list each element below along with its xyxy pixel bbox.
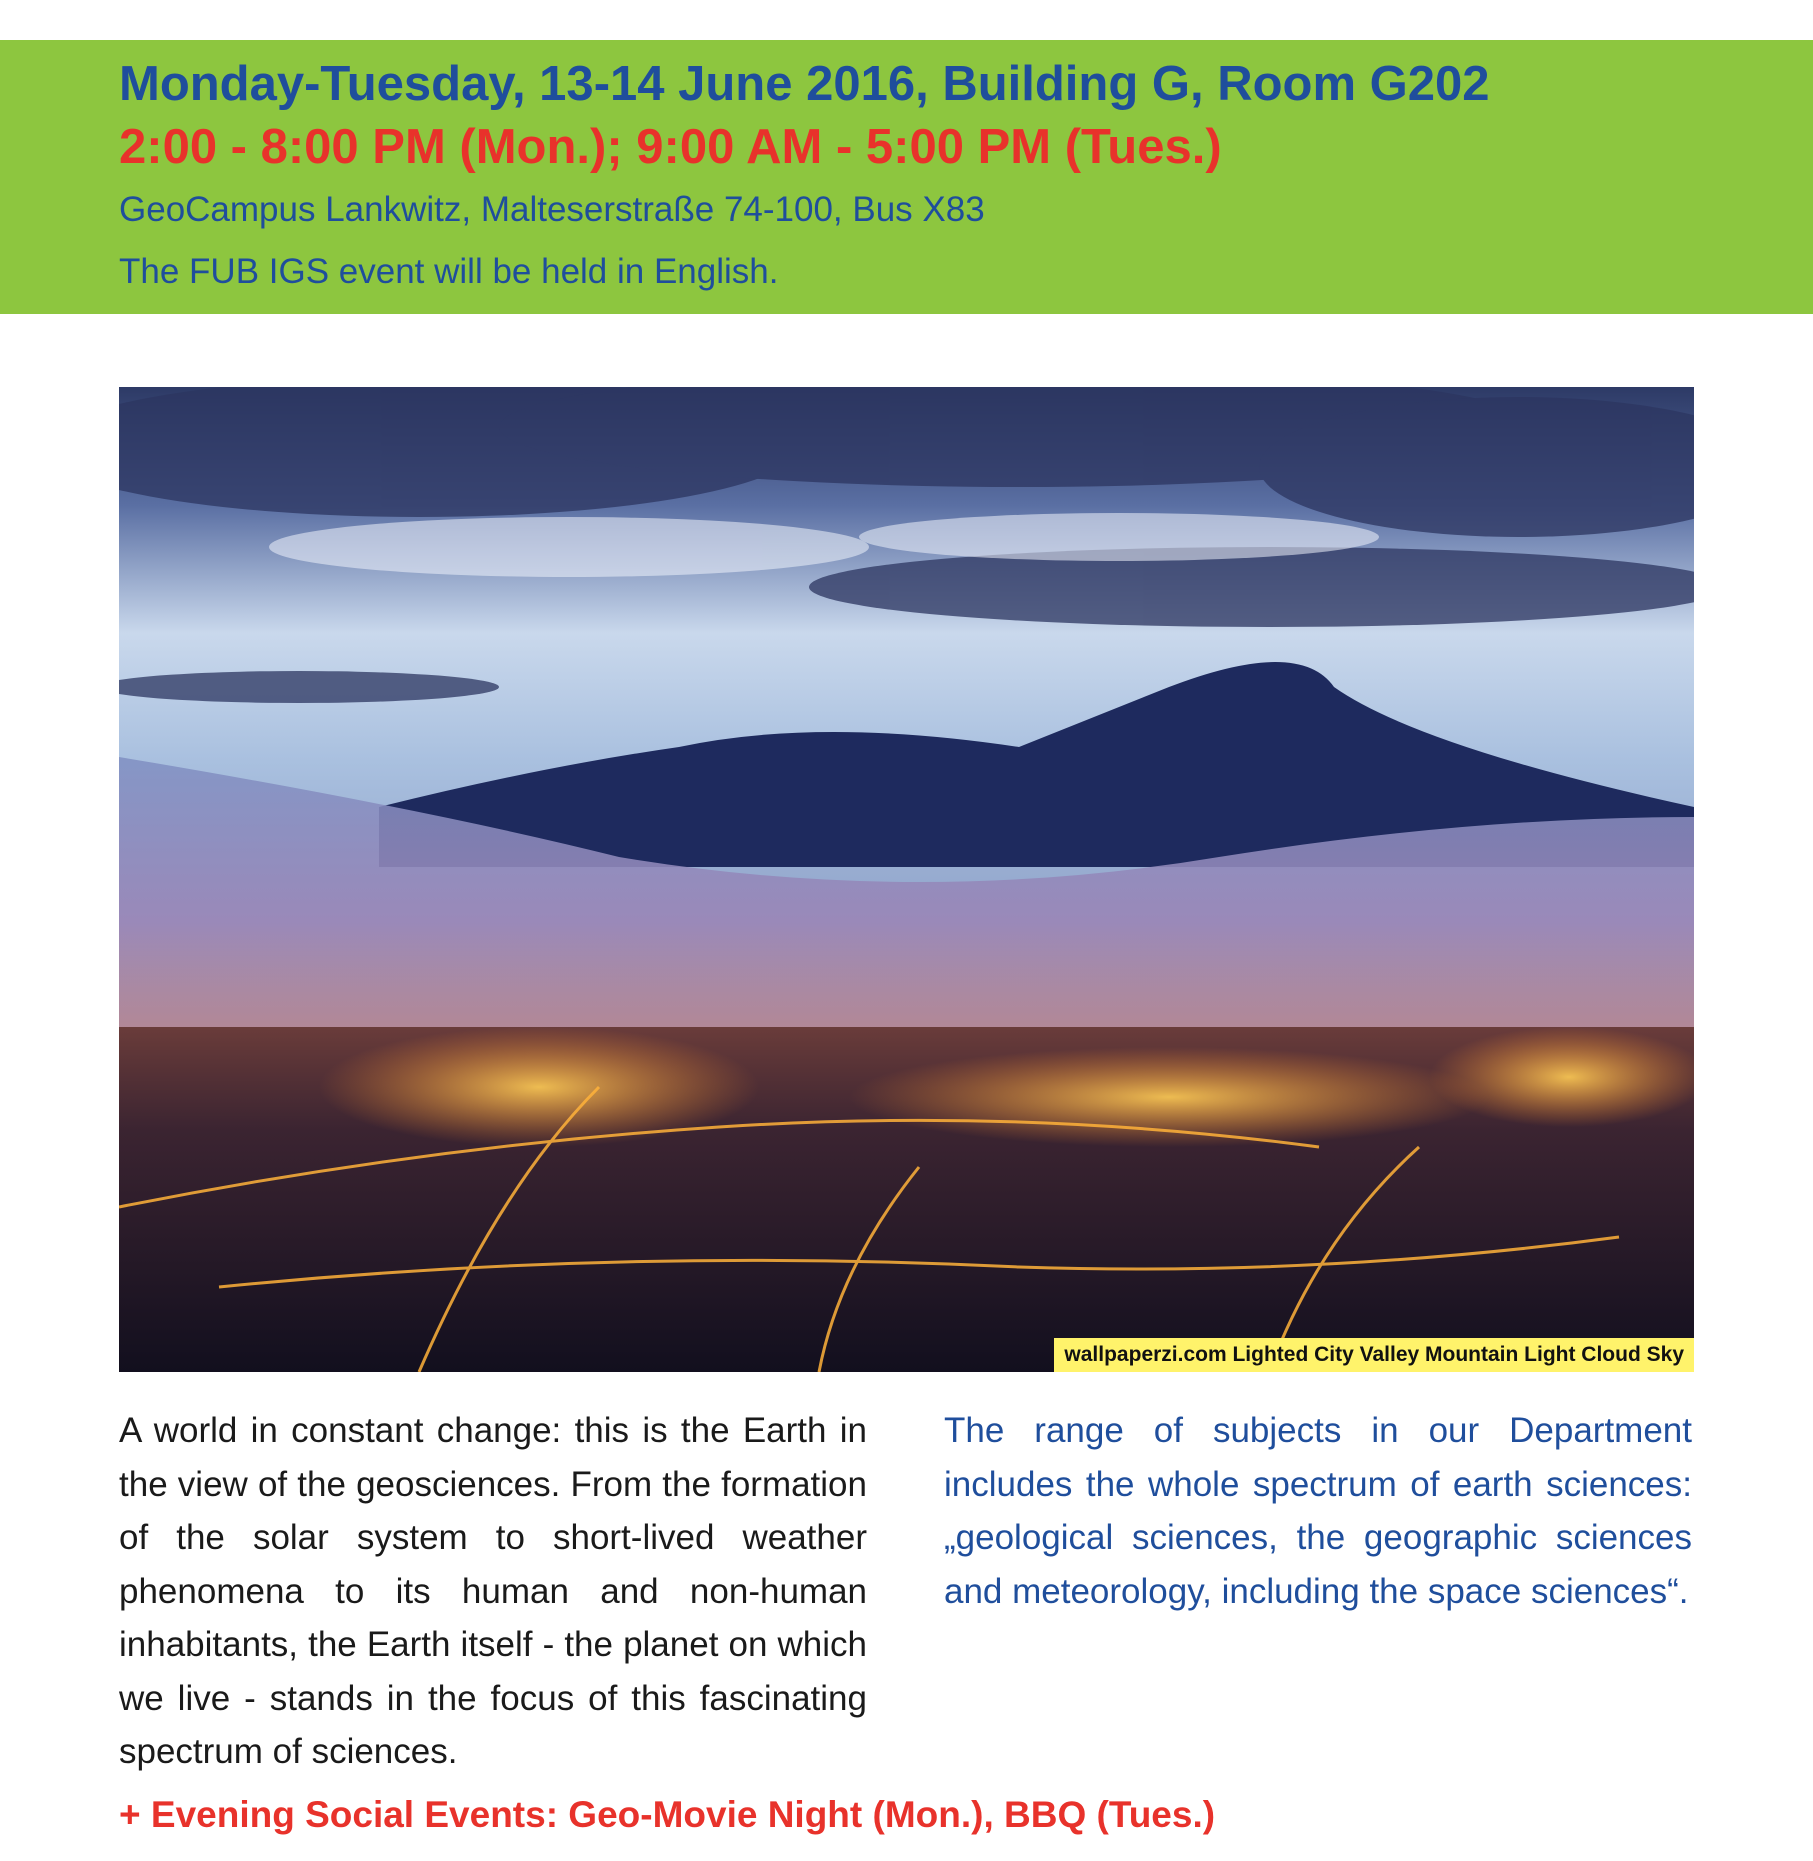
landscape-photo <box>119 387 1694 1372</box>
event-language-note: The FUB IGS event will be held in English. <box>119 252 779 291</box>
mountain-valley-image <box>119 387 1694 1372</box>
intro-paragraph: A world in constant change: this is the Earth in the view of the geosciences. From the formation of the solar system to short-lived weather phenomena to its human and non-human inhabitants, the Earth itself - the planet on which we live - stands in the focus of this fascinating spectrum of sciences. <box>119 1411 867 1771</box>
event-address: GeoCampus Lankwitz, Malteserstraße 74-100, Bus X83 <box>119 190 985 229</box>
department-paragraph: The range of subjects in our Department includes the whole spectrum of earth sciences: „geological sciences, the geographic sciences and meteorology, including the space sciences“. <box>944 1411 1692 1611</box>
social-events-line: + Evening Social Events: Geo-Movie Night (Mon.), BBQ (Tues.) <box>119 1794 1216 1835</box>
event-banner <box>0 40 1813 314</box>
event-times: 2:00 - 8:00 PM (Mon.); 9:00 AM - 5:00 PM (Tues.) <box>119 120 1222 174</box>
photo-credit-caption: wallpaperzi.com Lighted City Valley Mountain Light Cloud Sky <box>1054 1338 1694 1372</box>
event-date-location: Monday-Tuesday, 13-14 June 2016, Building G, Room G202 <box>119 57 1490 111</box>
